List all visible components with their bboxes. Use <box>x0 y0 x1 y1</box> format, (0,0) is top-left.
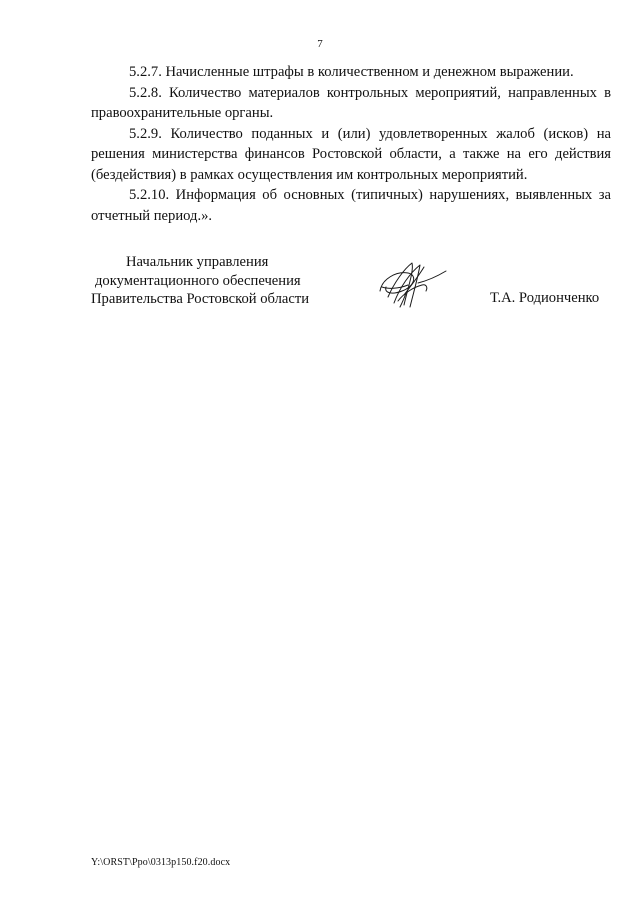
paragraph-5-2-10: 5.2.10. Информация об основных (типичных) нарушениях, выявленных за отчетный период.». <box>91 187 611 224</box>
signatory-title-block <box>91 253 309 309</box>
signatory-title-line-1: Начальник управления <box>126 254 269 270</box>
signatory-title-line-3: Правительства Ростовской области <box>91 291 310 307</box>
document-body <box>91 62 611 226</box>
paragraph-5-2-8: 5.2.8. Количество материалов контрольных мероприятий, направленных в правоохранительные органы. <box>91 84 611 121</box>
paragraph-5-2-7: 5.2.7. Начисленные штрафы в количественном и денежном выражении. <box>129 64 574 80</box>
handwritten-signature <box>374 257 454 313</box>
footer-file-path: Y:\ORST\Ppo\0313p150.f20.docx <box>91 857 231 868</box>
paragraph-5-2-9: 5.2.9. Количество поданных и (или) удовлетворенных жалоб (исков) на решения министерства финансов Ростовской области, а также на его действия (бездействия) в рамках осуществления им контрольных мероприятий. <box>91 125 611 183</box>
page-number: 7 <box>317 38 323 50</box>
signatory-title-line-2: документационного обеспечения <box>95 272 301 289</box>
signer-name: Т.А. Родионченко <box>490 290 600 306</box>
